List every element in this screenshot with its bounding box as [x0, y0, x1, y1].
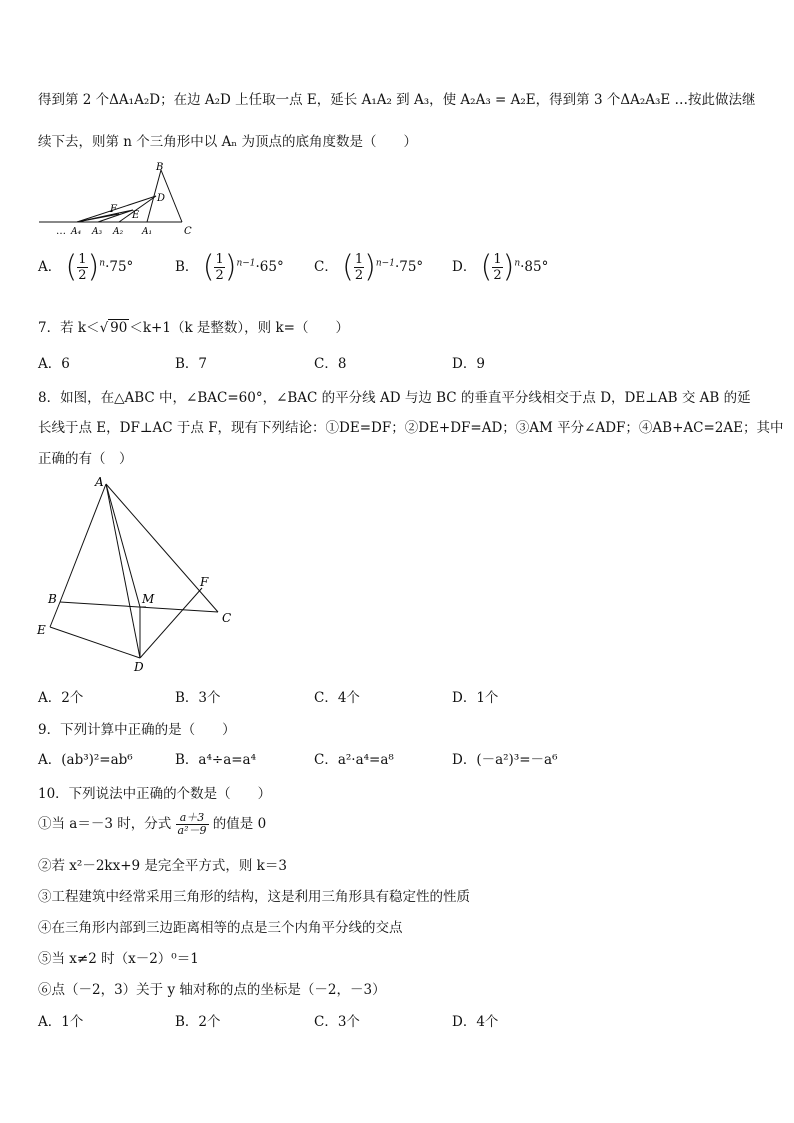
q6-label-a4: A₄ — [71, 227, 82, 237]
q8-label-b: B — [48, 592, 57, 606]
q7-options — [38, 352, 758, 372]
q6-option-c[interactable]: C． ( $\frac{1}{2}$ )$^{n-1}$·75° — [314, 249, 424, 285]
q8-option-b[interactable]: B．3个 — [175, 690, 221, 706]
q10-item1-fraction: $\frac{a+3}{\text{a²－9}}$ — [177, 811, 207, 837]
q9-option-c[interactable]: C．a²·a⁴=a⁸ — [314, 752, 394, 768]
q8-am — [106, 484, 140, 607]
q7-option-d[interactable]: D．9 — [452, 356, 485, 372]
q8-label-c: C — [222, 611, 232, 625]
q8-bisector-ad — [106, 484, 140, 658]
q6-label-b: B — [156, 162, 164, 173]
q9-stem: 9．下列计算中正确的是（ ） — [38, 722, 236, 738]
q7-option-a[interactable]: A．6 — [38, 356, 70, 372]
q8-side-ac — [106, 484, 218, 612]
q8-label-a: A — [95, 475, 104, 489]
q8-label-m: M — [142, 592, 155, 606]
q6-stem-line2: 续下去，则第 n 个三角形中以 Aₙ 为顶点的底角度数是（ ） — [38, 134, 417, 150]
q10-item2: ②若 x²－2kx+9 是完全平方式，则 k＝3 — [38, 858, 287, 874]
q8-label-d: D — [134, 660, 144, 674]
q6-label-e: E — [132, 210, 140, 221]
q8-option-d[interactable]: D．1个 — [452, 690, 499, 706]
q10-option-b[interactable]: B．2个 — [175, 1014, 221, 1030]
q10-item1: ①当 a＝－3 时，分式 $\frac{a+3}{\text{a²－9}}$ 的值是 0 — [38, 811, 267, 837]
q10-item4: ④在三角形内部到三边距离相等的点是三个内角平分线的交点 — [38, 920, 403, 936]
q6-label-a1: A₁ — [142, 227, 153, 237]
q8-option-c[interactable]: C．4个 — [314, 690, 360, 706]
q6-label-d: D — [157, 193, 166, 204]
q8-de — [50, 627, 140, 658]
q6-label-dots: … — [56, 226, 66, 237]
q7-option-c[interactable]: C．8 — [314, 356, 347, 372]
q9-option-a[interactable]: A．(ab³)²=ab⁶ — [38, 752, 133, 768]
q10-option-d[interactable]: D．4个 — [452, 1014, 499, 1030]
q8-figure — [34, 472, 244, 677]
q8-options — [38, 686, 758, 706]
q9-options — [38, 748, 758, 768]
q9-option-d[interactable]: D．(－a²)³=－a⁶ — [452, 752, 558, 768]
q8-label-f: F — [200, 575, 209, 589]
q8-stem-line1: 8．如图，在△ABC 中，∠BAC=60°，∠BAC 的平分线 AD 与边 BC 的垂直平分线相交于点 D，DE⊥AB 交 AB 的延 — [38, 390, 751, 406]
q6-options — [38, 249, 758, 292]
q10-option-a[interactable]: A．1个 — [38, 1014, 84, 1030]
q6-option-d[interactable]: D． ( $\frac{1}{2}$ )$^n$·85° — [452, 249, 549, 285]
q6-label-f: F — [110, 204, 117, 215]
q6-label-a3: A₃ — [92, 227, 103, 237]
q7-option-b[interactable]: B．7 — [175, 356, 208, 372]
q10-item5: ⑤当 x≠2 时（x－2）⁰＝1 — [38, 951, 199, 967]
q6-option-b[interactable]: B． ( $\frac{1}{2}$ )$^{n-1}$·65° — [175, 249, 284, 285]
q8-side-ab — [60, 484, 106, 602]
q10-stem: 10．下列说法中正确的个数是（ ） — [38, 786, 272, 802]
q10-option-c[interactable]: C．3个 — [314, 1014, 360, 1030]
q6-option-a[interactable]: A． ( $\frac{1}{2}$ )$^n$·75° — [38, 249, 134, 285]
q7-stem: 7．若 k＜√ 90 ＜k+1（k 是整数），则 k=（ ） — [38, 320, 349, 336]
q6-figure — [36, 158, 206, 240]
q6-label-c: C — [184, 226, 192, 237]
q6-label-a2: A₂ — [113, 227, 124, 237]
q10-item6: ⑥点（－2，3）关于 y 轴对称的点的坐标是（－2，－3） — [38, 982, 386, 998]
q10-options — [38, 1010, 758, 1030]
q8-option-a[interactable]: A．2个 — [38, 690, 84, 706]
q8-stem-line2: 长线于点 E，DF⊥AC 于点 F，现有下列结论：①DE=DF；②DE+DF=AD；③AM 平分∠ADF；④AB+AC=2AE；其中 — [38, 420, 784, 436]
q6-stem-line1: 得到第 2 个ΔA₁A₂D；在边 A₂D 上任取一点 E，延长 A₁A₂ 到 A₃，使 A₂A₃ = A₂E，得到第 3 个ΔA₂A₃E …按此做法继 — [38, 92, 756, 108]
q9-option-b[interactable]: B．a⁴÷a=a⁴ — [175, 752, 257, 768]
q8-label-e: E — [37, 623, 46, 637]
q8-stem-line3: 正确的有（ ） — [38, 451, 133, 467]
q10-item3: ③工程建筑中经常采用三角形的结构，这是利用三角形具有稳定性的性质 — [38, 889, 470, 905]
